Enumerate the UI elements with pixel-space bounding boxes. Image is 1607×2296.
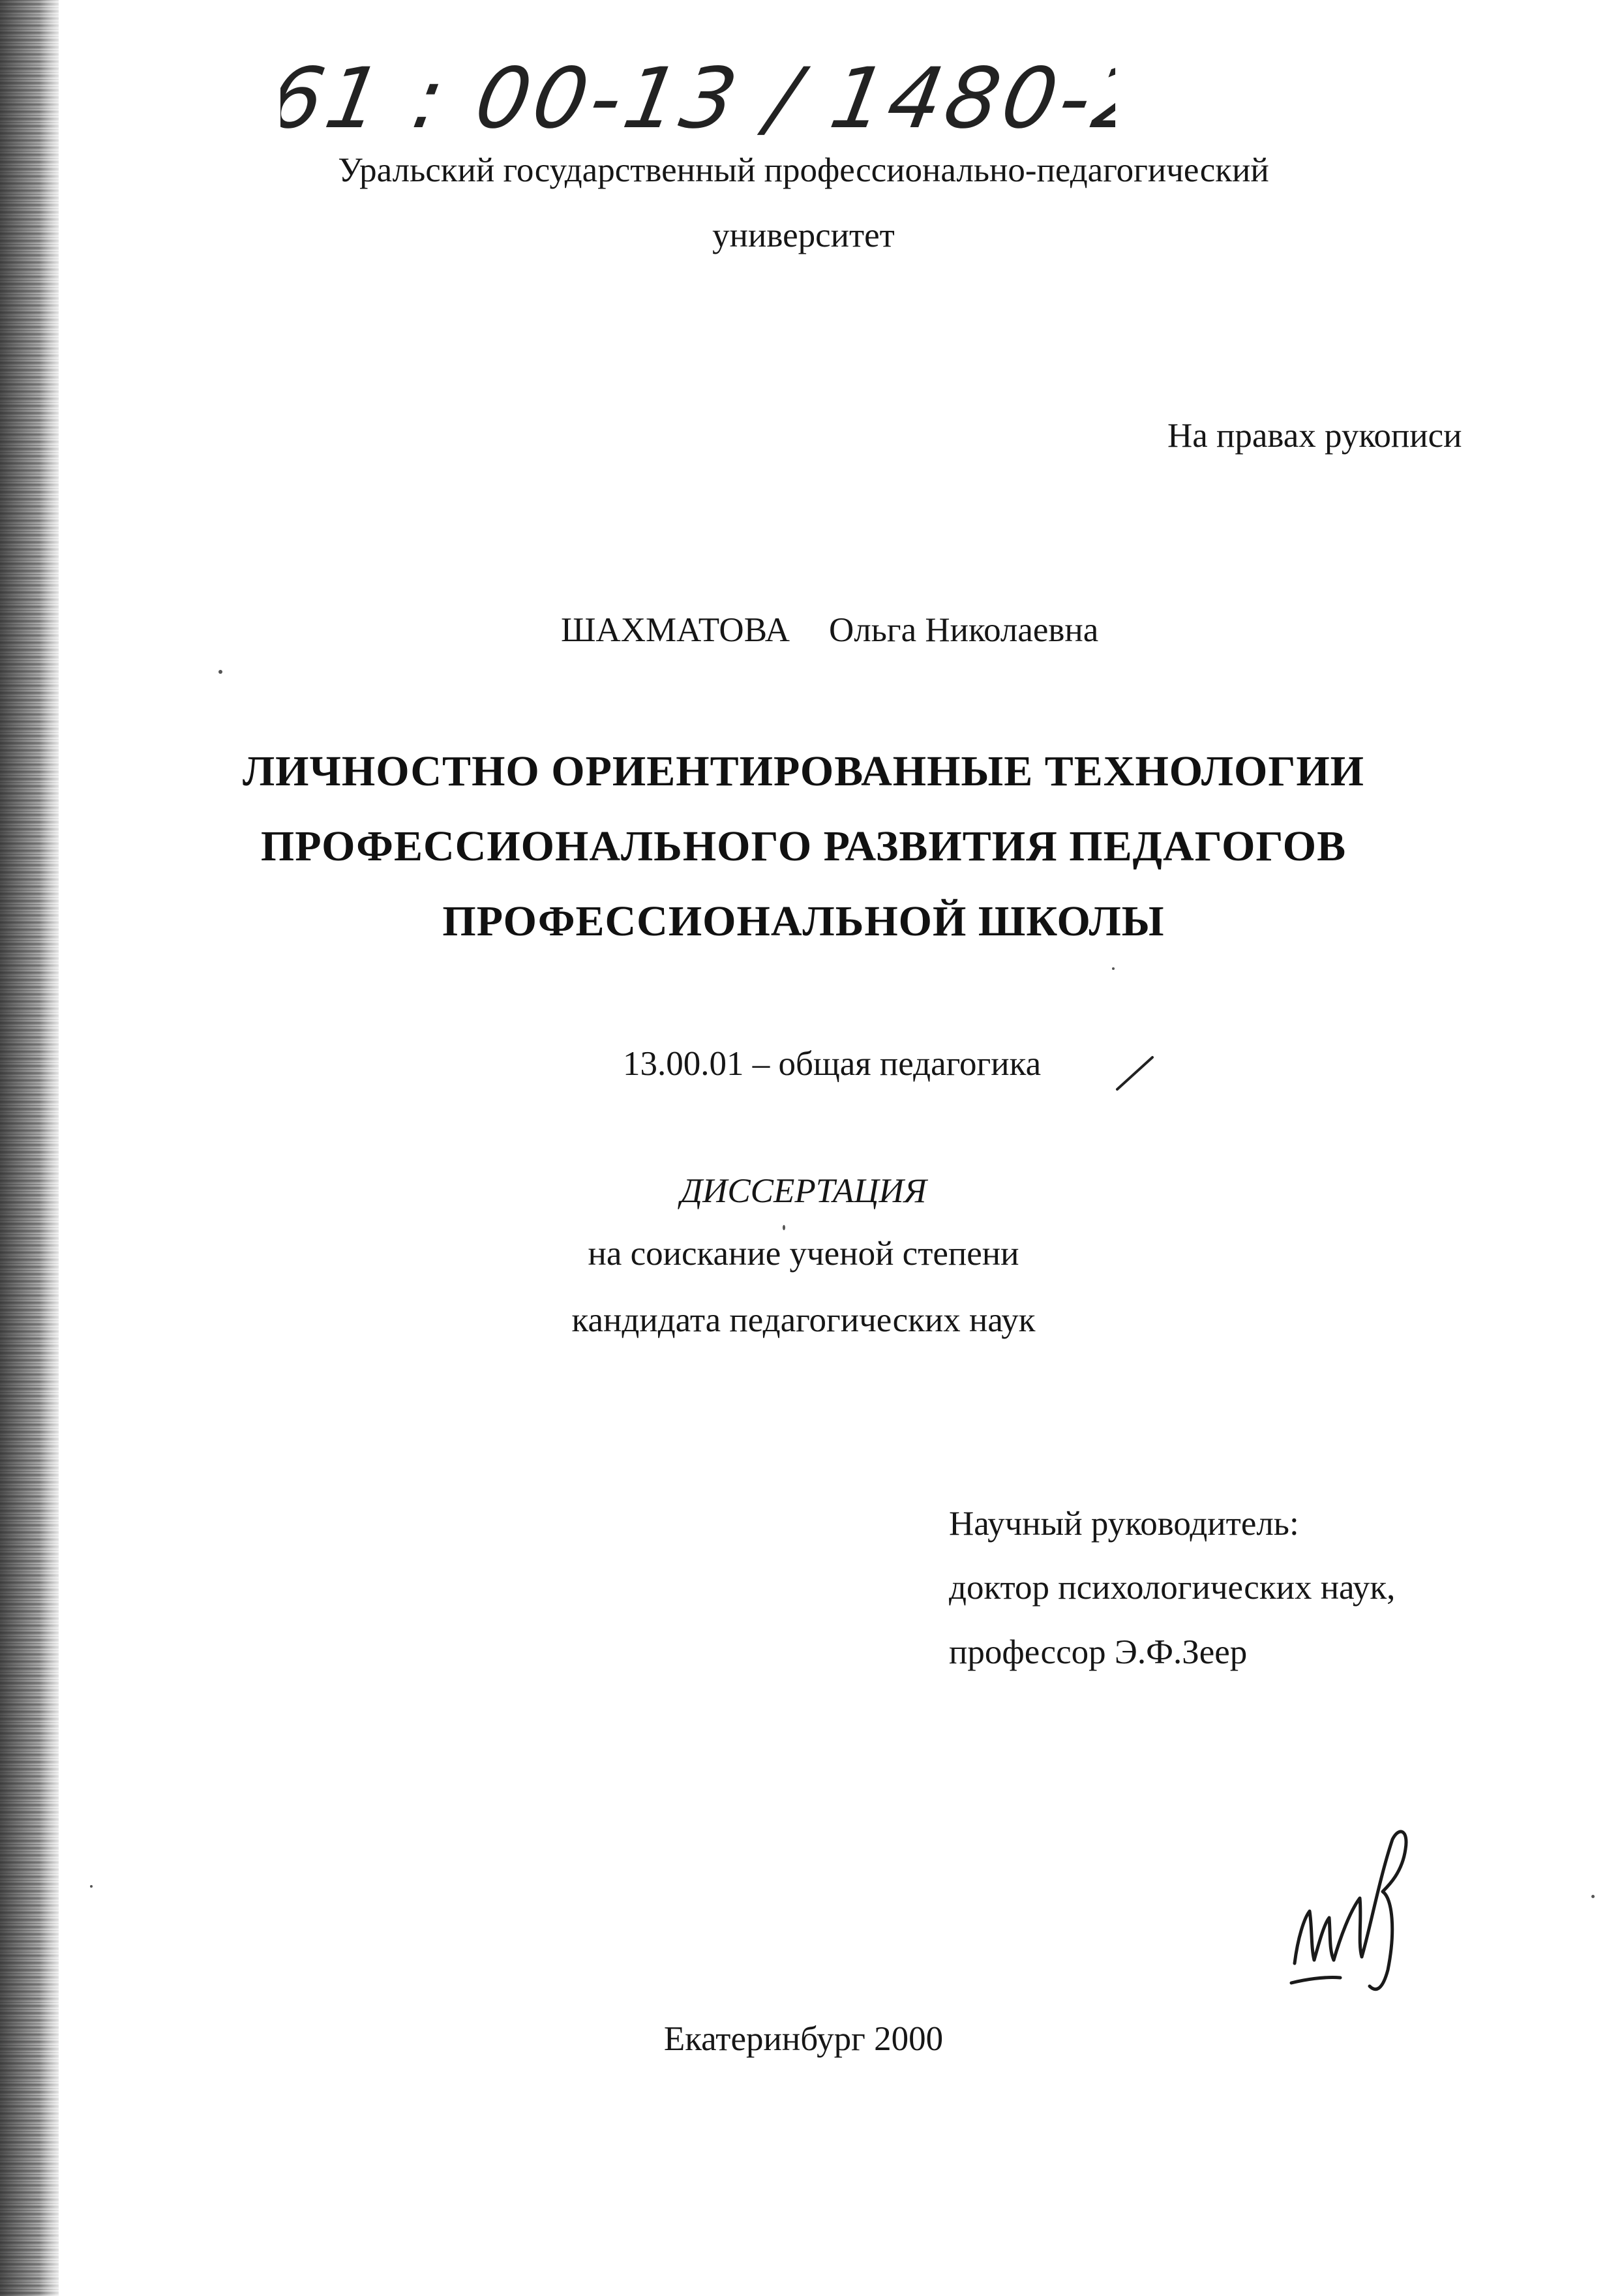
title-line-2: ПРОФЕССИОНАЛЬНОГО РАЗВИТИЯ ПЕДАГОГОВ — [260, 823, 1347, 870]
author-given-names: Ольга Николаевна — [829, 611, 1099, 649]
handwritten-archive-code — [280, 39, 1115, 150]
work-type: ДИССЕРТАЦИЯ — [680, 1172, 927, 1210]
rights-note: На правах рукописи — [1167, 417, 1462, 455]
title-line-3: ПРОФЕССИОНАЛЬНОЙ ШКОЛЫ — [442, 898, 1165, 945]
pen-slash-mark — [1112, 1053, 1158, 1093]
degree-line-2: кандидата педагогических наук — [571, 1301, 1036, 1339]
place-year: Екатеринбург 2000 — [663, 2020, 944, 2058]
supervisor-degree: доктор психологических наук, — [949, 1569, 1396, 1607]
handwritten-code-text: 61 : 00-13 / 1480-2 — [280, 50, 1115, 147]
supervisor-label: Научный руководитель: — [949, 1505, 1299, 1543]
author-name — [561, 613, 1098, 648]
author-surname: ШАХМАТОВА — [561, 611, 790, 649]
institution-line-1: Уральский государственный профессионально-педагогический — [338, 151, 1269, 189]
handwritten-signature — [1278, 1813, 1441, 1996]
title-line-1: ЛИЧНОСТНО ОРИЕНТИРОВАННЫЕ ТЕХНОЛОГИИ — [242, 748, 1365, 795]
specialty: 13.00.01 – общая педагогика — [623, 1045, 1042, 1083]
degree-line-1: на соискание ученой степени — [588, 1235, 1019, 1273]
institution-line-2: университет — [712, 217, 895, 254]
supervisor-name: профессор Э.Ф.Зеер — [949, 1633, 1248, 1671]
